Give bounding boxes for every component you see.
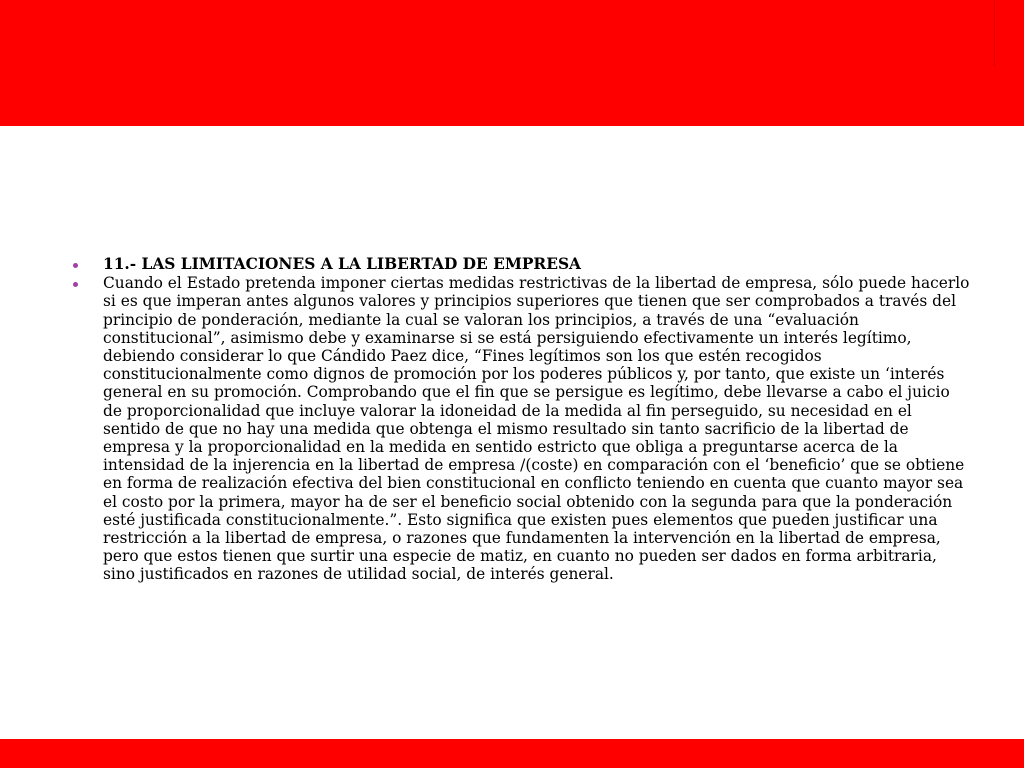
bullet-list [72,255,972,585]
list-item-heading [72,255,972,273]
bullet-dot-icon [73,282,78,287]
top-red-band [0,0,1024,126]
section-heading: 11.- LAS LIMITACIONES A LA LIBERTAD DE EMPRESA [103,255,582,273]
list-item-body [72,274,972,583]
body-paragraph: Cuando el Estado pretenda imponer ciertas medidas restrictivas de la libertad de empresa, sólo puede hacerlo si es que imperan antes algunos valores y principios superiores que tienen que ser comprobados a través del principio de ponderación, mediante la cual se valoran los principios, a través de una “evaluación constitucional”, asimismo debe y examinarse si se está persiguiendo efectivamente un interés legítimo, debiendo considerar lo que Cándido Paez dice, “Fines legítimos son los que estén recogidos constitucionalmente como dignos de promoción por los poderes públicos y, por tanto, que existe un ‘interés general en su promoción. Comprobando que el fin que se persigue es legítimo, debe llevarse a cabo el juicio de proporcionalidad que incluye valorar la idoneidad de la medida al fin perseguido, su necesidad en el sentido de que no hay una medida que obtenga el mismo resultado sin tanto sacrificio de la libertad de empresa y la proporcionalidad en la medida en sentido estricto que obliga a preguntarse acerca de la intensidad de la injerencia en la libertad de empresa /(coste) en comparación con el ‘beneficio’ que se obtiene en forma de realización efectiva del bien constitucional en conflicto teniendo en cuenta que cuanto mayor sea el costo por la primera, mayor ha de ser el beneficio social obtenido con la segunda para que la ponderación esté justificada constitucionalmente.”. Esto significa que existen pues elementos que pueden justificar una restricción a la libertad de empresa, o razones que fundamenten la intervención en la libertad de empresa, pero que estos tienen que surtir una especie de matiz, en cuanto no pueden ser dados en forma arbitraria, sino justificados en razones de utilidad social, de interés general. [103,274,970,584]
bottom-red-band [0,739,1024,768]
bullet-dot-icon [73,263,78,268]
top-band-divider [994,0,995,66]
